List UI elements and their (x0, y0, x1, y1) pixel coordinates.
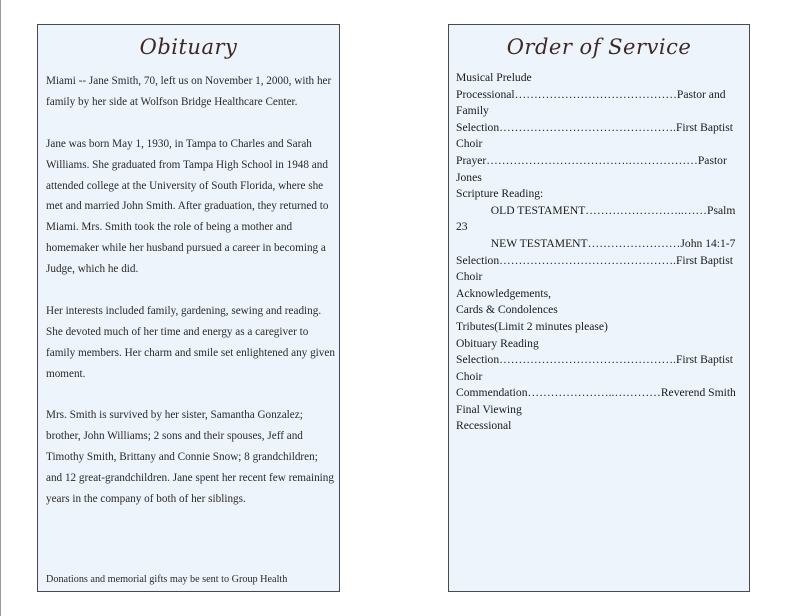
service-item: Selection……………………………………….First Baptist Choir (456, 120, 733, 151)
obituary-body (46, 71, 336, 531)
service-item: Tributes(Limit 2 minutes please) (456, 319, 608, 333)
obituary-donations-note: Donations and memorial gifts may be sent to Group Health (46, 574, 288, 585)
order-of-service-panel (448, 24, 750, 592)
obituary-paragraph: Miami -- Jane Smith, 70, left us on November 1, 2000, with her family by her side at Wolfson Bridge Healthcare Center. (46, 75, 332, 108)
page-edge-line (0, 0, 1, 616)
service-item: Processional……………………………………Pastor and Family (456, 87, 726, 118)
order-of-service-title: Order of Service (506, 35, 692, 59)
service-item: Acknowledgements, (456, 286, 551, 300)
service-item: OLD TESTAMENT……………………..……Psalm 23 (456, 203, 736, 234)
service-list (456, 70, 743, 435)
obituary-title: Obituary (139, 35, 238, 59)
service-item: Musical Prelude (456, 71, 532, 84)
obituary-paragraph: Her interests included family, gardening, sewing and reading. She devoted much of her time and energy as a caregiver to family members. Her charm and smile set enlightened any given moment. (46, 304, 335, 380)
service-item: Obituary Reading (456, 336, 539, 350)
obituary-panel (37, 24, 340, 592)
service-item: Final Viewing (456, 402, 522, 416)
obituary-paragraph: Jane was born May 1, 1930, in Tampa to Charles and Sarah Williams. She graduated from Tampa High School in 1948 and attended college at the University of South Florida, where she met and married John Smith. After graduation, they returned to Miami. Mrs. Smith took the role of being a mother and homemaker while her husband pursued a career in becoming a Judge, which he did. (46, 137, 329, 276)
service-item: Commendation…………………..…………Reverend Smith (456, 386, 736, 400)
service-item: Selection……………………………………….First Baptist Choir (456, 353, 733, 383)
service-item: NEW TESTAMENT……………………John 14:1-7 (456, 236, 736, 250)
service-item: Prayer……………………………….………………Pastor Jones (456, 153, 727, 184)
obituary-paragraph: Mrs. Smith is survived by her sister, Samantha Gonzalez; brother, John Williams; 2 sons and their spouses, Jeff and Timothy Smith, Brittany and Connie Snow; 8 grandchildren; and 12 great-grandchildren. Jane spent her recent few remaining years in the company of both of her siblings. (46, 409, 334, 506)
service-item: Recessional (456, 419, 512, 433)
service-item: Cards & Condolences (456, 303, 558, 317)
service-item: Selection……………………………………….First Baptist Choir (456, 253, 733, 284)
service-item: Scripture Reading: (456, 187, 544, 201)
